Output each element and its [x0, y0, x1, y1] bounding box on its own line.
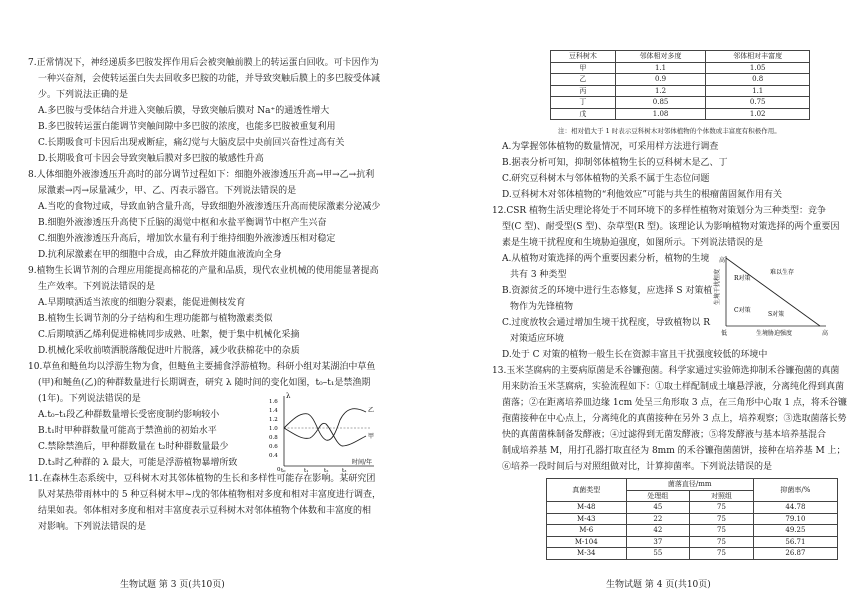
table-cell: 1.08 [615, 108, 706, 120]
table-header: 邻体相对多度 [615, 51, 706, 63]
table-row [547, 502, 838, 514]
table-cell: 37 [626, 536, 690, 548]
table-header: 抑菌率/% [753, 479, 837, 502]
table-cell: 0.9 [615, 74, 706, 86]
series-label: 甲 [368, 433, 375, 440]
text-line: 物作为先锋植物 [510, 302, 574, 312]
text-line: 少。下列说法正确的是 [38, 90, 129, 100]
table-cell: 戊 [551, 108, 616, 120]
table-cell: 22 [626, 513, 690, 525]
table-cell: M-34 [547, 548, 627, 560]
tick-y: 1.2 [269, 417, 278, 423]
region-label: R对策 [734, 275, 751, 282]
table-header: 处理组 [626, 490, 690, 502]
text-line: C.禁除禁渔后，甲种群数量在 t₂时种群数量最少 [38, 442, 229, 452]
text-line: 一种兴奋剂，会使转运蛋白失去回收多巴胺的功能，并导致突触后膜上的多巴胺受体减 [38, 74, 381, 84]
table-note: 注：相对值大于 1 时表示豆科树木对邻体植物的个体数或丰富度有积极作用。 [558, 127, 781, 135]
table-header: 真菌类型 [547, 479, 627, 502]
table-cell: 56.71 [753, 536, 837, 548]
text-line: A.早期喷洒适当浓度的细胞分裂素，能促进侧枝发育 [38, 298, 246, 308]
table-cell: 79.10 [753, 513, 837, 525]
figure-origin: 0 [277, 467, 281, 472]
tick-y: 1.4 [269, 408, 278, 414]
text-line: D.长期吸食可卡因会导致突触后膜对多巴胺的敏感性升高 [38, 154, 264, 164]
text-line: A.t₀–t₁段乙种群数量增长受密度制约影响较小 [38, 410, 220, 420]
table-row [547, 548, 838, 560]
tick-x: t₀ [281, 468, 286, 472]
text-line: 对影响。下列说法错误的是 [38, 522, 147, 532]
table-row [547, 536, 838, 548]
table-cell: M-6 [547, 525, 627, 537]
tick-y: 0.6 [269, 444, 278, 450]
region-label: C对策 [734, 307, 751, 314]
table-cell: 丁 [551, 97, 616, 109]
table-row [547, 525, 838, 537]
table-cell: M-43 [547, 513, 627, 525]
text-line: C.研究豆科树木与邻体植物的关系不属于生态位问题 [502, 174, 710, 184]
text-line: 制成培养基 M，用打孔器打取直径为 8mm 的禾谷镰孢菌菌饼，接种在培养基 M 上； [502, 446, 846, 456]
text-line: 结果如表。邻体相对多度和相对丰富度表示豆科树木对邻体植物个体数和丰富度的相 [38, 506, 372, 516]
text-line: 尿激素→丙→尿量减少，甲、乙、丙表示器官。下列说法错误的是 [38, 186, 297, 196]
text-line: D.处于 C 对策的植物一般生长在资源丰富且干扰强度较低的环境中 [502, 350, 768, 360]
table-row [551, 62, 810, 74]
text-line: B.多巴胺转运蛋白能调节突触间隙中多巴胺的浓度，也能多巴胺被重复利用 [38, 122, 336, 132]
text-line: A.多巴胺与受体结合并进入突触后膜，导致突触后膜对 Na⁺的通透性增大 [38, 106, 330, 116]
table-cell: 乙 [551, 74, 616, 86]
csr-strategy-figure [708, 250, 832, 338]
text-line: 共有 3 种类型 [510, 270, 567, 280]
text-line: 12.CSR 植物生活史理论将处于不同环境下的多样性植物对策划分为三种类型：竞争 [492, 206, 827, 216]
page-footer: 生物试题 第 4 页(共10页) [606, 580, 711, 590]
text-line: 10.草鱼和鲢鱼均以浮游生物为食，但鲢鱼主要捕食浮游植物。科研小组对某湖泊中草鱼 [28, 362, 376, 372]
table-row [551, 97, 810, 109]
page-footer: 生物试题 第 3 页(共10页) [120, 580, 225, 590]
text-line: B.资源贫乏的环境中进行生态修复，应选择 S 对策植 [502, 286, 713, 296]
table-cell: 42 [626, 525, 690, 537]
text-line: 型(C 型)、耐受型(S 型)、杂草型(R 型)。该理论认为影响植物对策选择的两个重要因 [502, 222, 840, 232]
axis-x-low: 低 [721, 330, 728, 337]
table-cell: 45 [626, 502, 690, 514]
text-line: B.t₁时甲种群数量可能高于禁渔前的初始水平 [38, 426, 217, 436]
text-line: 8.人体细胞外液渗透压升高时的部分调节过程如下：细胞外液渗透压升高→甲→乙→抗利 [28, 170, 375, 180]
text-line: 队对某热带雨林中的 5 种豆科树木甲~戊的邻体植物相对多度和相对丰富度进行调查， [38, 490, 381, 500]
axis-y-high: 高 [719, 257, 726, 264]
table-cell: 49.25 [753, 525, 837, 537]
table-row [551, 108, 810, 120]
text-line: 素是生境干扰程度和生境胁迫强度，如图所示。下列说法错误的是 [502, 238, 764, 248]
text-line: 生产效率。下列说法错误的是 [38, 282, 156, 292]
table-row [551, 74, 810, 86]
region-label: 难以生存 [770, 269, 795, 276]
table-cell: 1.02 [706, 108, 810, 120]
text-line: 对策适应环境 [510, 334, 565, 344]
text-line: D.豆科树木对邻体植物的“利他效应”可能与共生的根瘤菌固氮作用有关 [502, 190, 782, 200]
table-cell: 0.8 [706, 74, 810, 86]
text-line: C.后期喷洒乙烯利促进棉桃同步成熟、吐絮，便于集中机械化采摘 [38, 330, 300, 340]
text-line: 7.正常情况下，神经递质多巴胺发挥作用后会被突触前膜上的转运蛋白回收。可卡因作为 [28, 58, 379, 68]
table-cell: 26.87 [753, 548, 837, 560]
table-header: 豆科树木 [551, 51, 616, 63]
text-line: (1年)。下列说法错误的是 [38, 394, 141, 404]
text-line: B.细胞外液渗透压升高使下丘脑的渴觉中枢和水盐平衡调节中枢产生兴奋 [38, 218, 327, 228]
text-line: A.为掌握邻体植物的数量情况，可采用样方法进行调查 [502, 142, 719, 152]
table-header: 对照组 [690, 490, 754, 502]
table-cell: 0.75 [706, 97, 810, 109]
table-cell: 75 [690, 525, 754, 537]
table-cell: 75 [690, 548, 754, 560]
table-cell: 75 [690, 513, 754, 525]
text-line: D.抗利尿激素在甲的细胞中合成，由乙释放并随血液流向全身 [38, 250, 282, 260]
table-cell: 1.2 [615, 85, 706, 97]
text-line: 9.植物生长调节剂的合理应用能提高棉花的产量和品质，现代农业机械的使用能显著提高 [28, 266, 379, 276]
table-cell: 75 [690, 536, 754, 548]
table-cell: 丙 [551, 85, 616, 97]
table-cell: M-104 [547, 536, 627, 548]
text-line: B.据表分析可知，抑制邻体植物生长的豆科树木是乙、丁 [502, 158, 728, 168]
text-line: C.细胞外液渗透压升高后，增加饮水量有利于维持细胞外液渗透压相对稳定 [38, 234, 336, 244]
table-cell: 75 [690, 502, 754, 514]
table-header: 邻体相对丰富度 [706, 51, 810, 63]
tick-x: t₁ [304, 468, 309, 472]
text-line: D.机械化采收前喷洒脱落酸促进叶片脱落，减少收获棉花中的杂质 [38, 346, 300, 356]
text-line: B.植物生长调节剂的分子结构和生理功能都与植物激素类似 [38, 314, 273, 324]
tick-y: 1.6 [269, 399, 278, 405]
text-line: A.从植物对策选择的两个重要因素分析，植物的生境 [502, 254, 710, 264]
text-line: A.当吃的食物过咸，导致血钠含量升高，导致细胞外液渗透压升高而使尿激素分泌减少 [38, 202, 381, 212]
text-line: 菌落；②在距离培养皿边缘 1cm 处呈三角形取 3 点，在三角形中心取 1 点，将禾谷镰 [502, 398, 847, 408]
text-line: (甲)和鲢鱼(乙)的种群数量进行长期调查，研究 λ 随时间的变化如图，t₀–t₁是禁渔期 [38, 378, 371, 388]
table-cell: 1.1 [615, 62, 706, 74]
figure-y-label: 生境干扰程度 [714, 268, 721, 305]
table-cell: 1.1 [706, 85, 810, 97]
text-line: D.t₃时乙种群的 λ 最大，可能是浮游植物暴增所致 [38, 458, 238, 468]
table-cell: 甲 [551, 62, 616, 74]
table-legume-neighbors [550, 50, 810, 120]
table-fungus-inhibition [546, 478, 838, 560]
lambda-time-figure [262, 390, 382, 472]
tick-y: 1.0 [269, 426, 278, 432]
table-header: 菌落直径/mm [626, 479, 753, 491]
figure-x-label: 生境胁迫强度 [756, 330, 793, 337]
tick-y: 0.4 [269, 453, 278, 459]
axis-x-high: 高 [822, 330, 829, 337]
table-cell: 0.85 [615, 97, 706, 109]
text-line: 13.玉米茎腐病的主要病原菌是禾谷镰孢菌。科学家通过实验筛选抑制禾谷镰孢菌的真菌 [492, 366, 840, 376]
text-line: 用来防治玉米茎腐病，实验流程如下：①取土样配制成土壤悬浮液，分离纯化得到真菌 [502, 382, 845, 392]
text-line: C.过度放牧会通过增加生境干扰程度，导致植物以 R [502, 318, 711, 328]
text-line: 快的真菌菌株制备发酵液；④过滤得到无菌发酵液；⑤将发酵液与基本培养基混合 [502, 430, 827, 440]
region-label: S对策 [768, 311, 785, 318]
figure-y-label: λ [286, 392, 291, 400]
text-line: C.长期吸食可卡因后出现戒断症，痛幻觉与大脑皮层中央前回兴奋性过高有关 [38, 138, 345, 148]
page-4 [430, 0, 860, 604]
tick-x: t₃ [342, 468, 347, 472]
table-cell: 44.78 [753, 502, 837, 514]
table-cell: M-48 [547, 502, 627, 514]
table-cell: 1.05 [706, 62, 810, 74]
text-line: ⑥培养一段时间后与对照组做对比，计算抑菌率。下列说法错误的是 [502, 462, 773, 472]
tick-y: 0.8 [269, 435, 278, 441]
text-line: 11.在森林生态系统中，豆科树木对其邻体植物的生长和多样性可能存在影响。某研究团 [28, 474, 376, 484]
table-cell: 55 [626, 548, 690, 560]
table-row [547, 513, 838, 525]
figure-x-label: 时间/年 [352, 459, 373, 466]
table-row [551, 85, 810, 97]
tick-x: t₂ [324, 468, 329, 472]
text-line: 孢菌接种在中心点上，分离纯化的真菌接种在另外 3 点上，培养观察；③选取菌落长势 [502, 414, 847, 424]
series-label: 乙 [368, 407, 375, 414]
